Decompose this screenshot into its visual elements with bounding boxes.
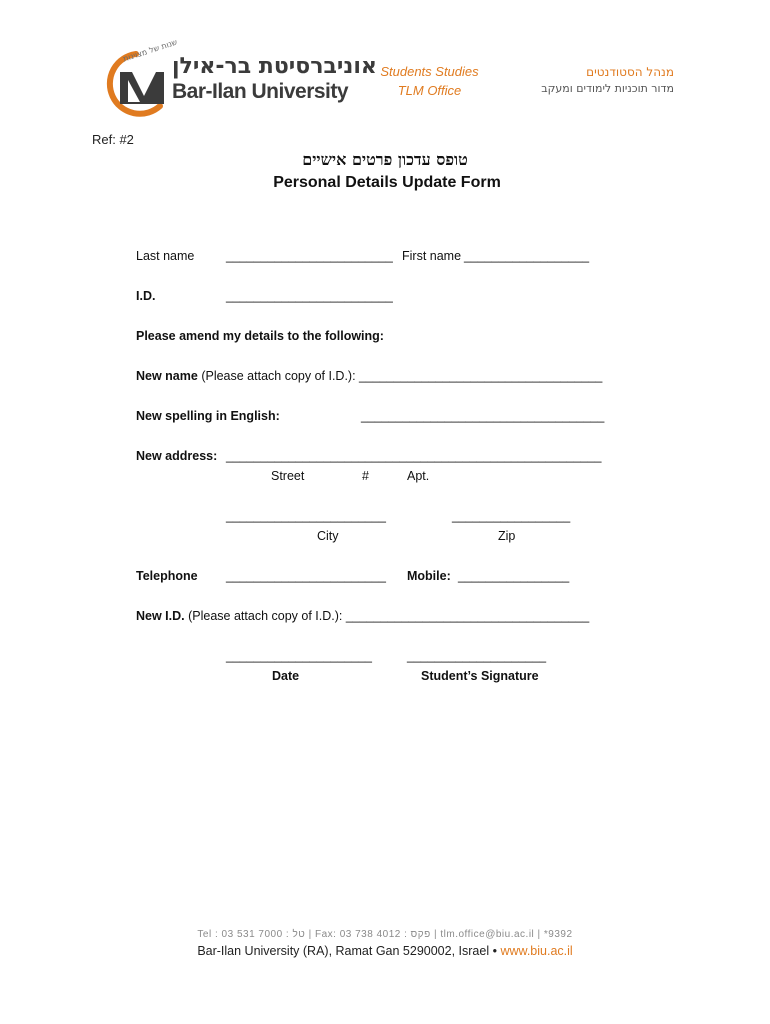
title-hebrew: טופס עדכון פרטים אישיים bbox=[302, 150, 468, 169]
new-id-note: (Please attach copy of I.D.): bbox=[188, 609, 346, 623]
new-id-field[interactable]: ___________________________________ bbox=[345, 609, 590, 623]
date-field[interactable]: _____________________ bbox=[226, 649, 372, 663]
telephone-field[interactable]: _______________________ bbox=[226, 569, 386, 583]
title-english: Personal Details Update Form bbox=[273, 174, 501, 191]
website-link[interactable]: www.biu.ac.il bbox=[500, 944, 573, 958]
new-name-row bbox=[136, 369, 602, 383]
footer-address: Bar-Ilan University (RA), Ramat Gan 5290002, Israel • bbox=[197, 944, 497, 958]
logo-english-name: Bar-Ilan University bbox=[172, 80, 349, 103]
footer-address-line bbox=[0, 944, 770, 958]
address-label: New address: bbox=[136, 449, 218, 463]
new-name-field[interactable]: ___________________________________ bbox=[359, 369, 603, 383]
new-id-label: New I.D. bbox=[136, 609, 185, 623]
last-name-field[interactable]: ________________________ bbox=[226, 249, 393, 263]
spelling-field[interactable]: ___________________________________ bbox=[361, 409, 605, 423]
number-label: # bbox=[362, 469, 369, 483]
university-logo bbox=[98, 37, 377, 114]
spelling-label: New spelling in English: bbox=[136, 409, 280, 423]
office-english bbox=[372, 64, 487, 98]
mobile-field[interactable]: ________________ bbox=[458, 569, 570, 583]
address-field[interactable]: ______________________________________________________ bbox=[226, 449, 602, 463]
new-name-note: (Please attach copy of I.D.): bbox=[201, 369, 360, 383]
last-name-label: Last name bbox=[136, 249, 195, 263]
telephone-label: Telephone bbox=[136, 569, 198, 583]
signature-field[interactable]: ____________________ bbox=[407, 649, 547, 663]
id-label: I.D. bbox=[136, 289, 156, 303]
city-label: City bbox=[317, 529, 339, 543]
logo-hebrew-name: אוניברסיטת בר-אילן bbox=[172, 54, 377, 79]
office-en-line2: TLM Office bbox=[397, 83, 462, 98]
id-field[interactable]: ________________________ bbox=[226, 289, 393, 303]
office-he-line2: מדור תוכניות לימודים ומעקב bbox=[541, 82, 674, 95]
date-label: Date bbox=[272, 669, 300, 683]
new-name-label: New name bbox=[136, 369, 198, 383]
footer-contact: Tel : 03 531 7000 : טל | Fax: 03 738 4012 : פקס | tlm.office@biu.ac.il | *9392 bbox=[197, 929, 573, 940]
street-label: Street bbox=[271, 469, 305, 483]
city-field[interactable]: _______________________ bbox=[226, 509, 386, 523]
zip-field[interactable]: _________________ bbox=[452, 509, 571, 523]
zip-label: Zip bbox=[498, 529, 516, 543]
reference-number: Ref: #2 bbox=[92, 132, 134, 147]
signature-label: Student’s Signature bbox=[421, 669, 539, 683]
office-he-line1: מנהל הסטודנטים bbox=[586, 65, 674, 79]
amend-instruction: Please amend my details to the following: bbox=[136, 329, 384, 343]
new-id-row bbox=[136, 609, 589, 623]
mobile-label: Mobile: bbox=[407, 569, 451, 583]
office-en-line1: Students Studies bbox=[380, 64, 479, 79]
first-name-field[interactable]: __________________ bbox=[464, 249, 590, 263]
logo-seal-text: שנות של מצוינות bbox=[121, 37, 179, 64]
first-name-label: First name bbox=[402, 249, 462, 263]
apt-label: Apt. bbox=[407, 469, 430, 483]
